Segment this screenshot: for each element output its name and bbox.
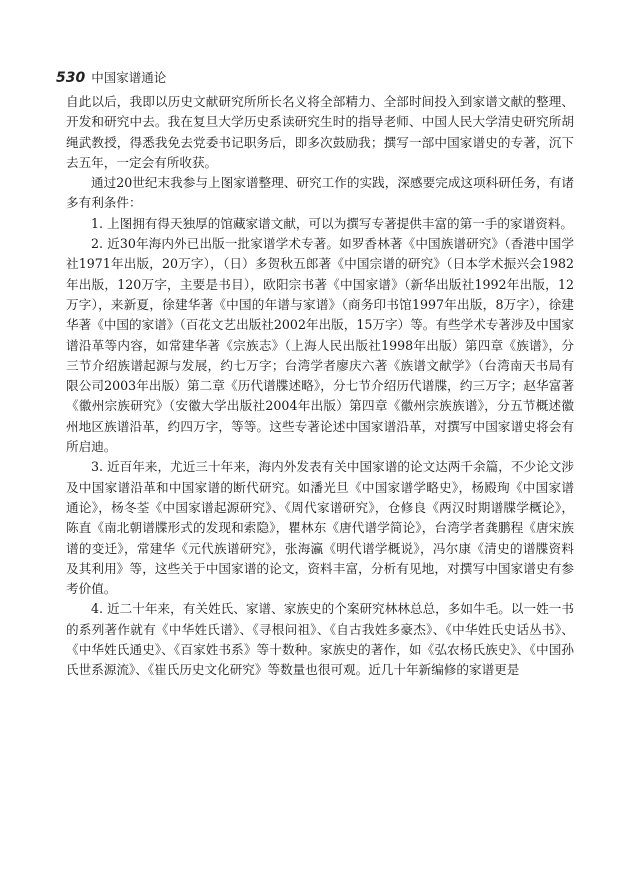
- page-number: 530: [56, 70, 86, 86]
- running-header: [56, 68, 166, 86]
- paragraph-item-4: 4. 近二十年来，有关姓氏、家谱、家族史的个案研究林林总总，多如牛毛。以一姓一书的系列著作就有《中华姓氏谱》、《寻根问祖》、《自古我姓多豪杰》、《中华姓氏史话丛书》、《中华姓氏通史》、《百家姓书系》等十数种。家族史的著作，如《弘农杨氏族史》、《中国孙氏世系源流》、《崔氏历史文化研究》等数量也很可观。近几十年新编修的家谱更是: [66, 601, 574, 678]
- paragraph-continuation: 自此以后，我即以历史文献研究所所长名义将全部精力、全部时间投入到家谱文献的整理、开发和研究中去。我在复旦大学历史系读研究生时的指导老师、中国人民大学清史研究所胡绳武教授，得悉我免去党委书记职务后，即多次鼓励我；撰写一部中国家谱史的专著，沉下去五年，一定会有所收获。: [66, 94, 574, 170]
- paragraph-intro: 通过20世纪末我参与上图家谱整理、研究工作的实践，深感要完成这项科研任务，有诸多有利条件：: [66, 175, 574, 211]
- paragraph-item-3: 3. 近百年来，尤近三十年来，海内外发表有关中国家谱的论文达两千余篇，不少论文涉及中国家谱沿革和中国家谱的断代研究。如潘光旦《中国家谱学略史》，杨殿珣《中国家谱通论》，杨冬荃《中国家谱起源研究》、《周代家谱研究》，仓修良《两汉时期谱牒学概论》，陈直《南北朝谱牒形式的发现和索隐》，瞿林东《唐代谱学简论》，台湾学者龚鹏程《唐宋族谱的变迁》，常建华《元代族谱研究》，张海瀛《明代谱学概说》，冯尔康《清史的谱牒资料及其利用》等，这些关于中国家谱的论文，资料丰富，分析有见地，对撰写中国家谱史有参考价值。: [66, 459, 574, 597]
- page-body: [66, 92, 574, 681]
- book-title: 中国家谱通论: [91, 70, 167, 85]
- paragraph-item-1: 1. 上图拥有得天独厚的馆藏家谱文献，可以为撰写专著提供丰富的第一手的家谱资料。: [91, 215, 573, 231]
- paragraph-item-2: 2. 近30年海内外已出版一批家谱学术专著。如罗香林著《中国族谱研究》（香港中国学社1971年出版，20万字），（日）多贺秋五郎著《中国宗谱的研究》（日本学术振兴会1982年出版，120万字，主要是书目），欧阳宗书著《中国家谱》（新华出版社1992年出版，12万字），来新夏，徐建华著《中国的年谱与家谱》（商务印书馆1997年出版，8万字），徐建华著《中国的家谱》（百花文艺出版社2002年出版，15万字）等。有些学术专著涉及中国家谱沿革等内容，如常建华著《宗族志》（上海人民出版社1998年出版）第四章《族谱》，分三节介绍族谱起源与发展，约七万字；台湾学者廖庆六著《族谱文献学》（台湾南天书局有限公司2003年出版）第二章《历代谱牒述略》，分七节介绍历代谱牒，约三万字；赵华富著《徽州宗族研究》（安徽大学出版社2004年出版）第四章《徽州宗族族谱》，分五节概述徽州地区族谱沿革，约四万字，等等。这些专著论述中国家谱沿革，对撰写中国家谱史将会有所启迪。: [66, 236, 574, 455]
